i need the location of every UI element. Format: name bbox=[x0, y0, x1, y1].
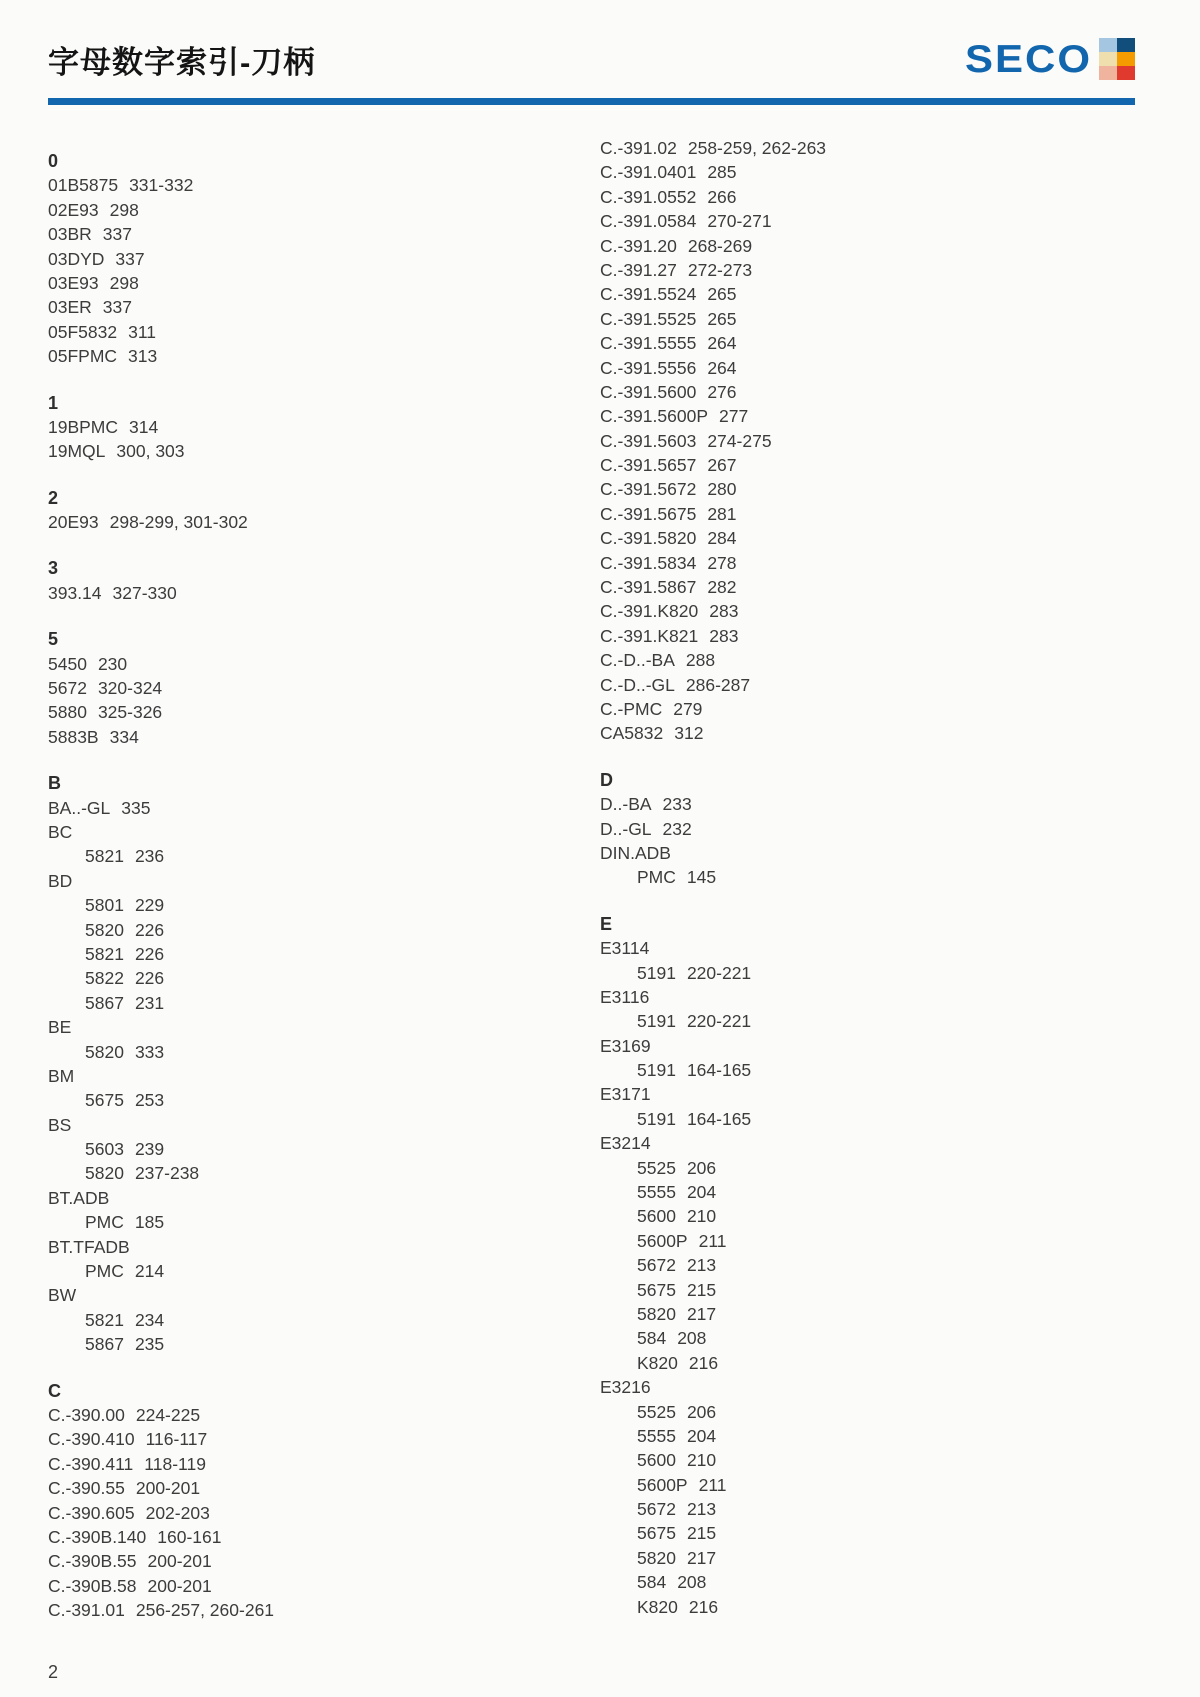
index-entry-label: 05FPMC bbox=[48, 346, 118, 367]
index-entry-label: 5555 bbox=[637, 1182, 676, 1203]
index-entry-row bbox=[48, 222, 496, 246]
index-entry-label: 5675 bbox=[637, 1279, 676, 1300]
index-entry-label: 5883B bbox=[48, 726, 99, 747]
index-entry-page: 231 bbox=[134, 992, 165, 1013]
index-entry-page: 216 bbox=[688, 1352, 719, 1373]
index-entry-row bbox=[48, 198, 496, 222]
index-entry-row bbox=[600, 599, 1013, 623]
index-entry-label: PMC bbox=[637, 867, 676, 888]
seco-logo-grid-icon bbox=[1099, 38, 1135, 80]
index-entry-label: E3169 bbox=[600, 1035, 651, 1056]
index-entry-row bbox=[48, 510, 496, 534]
index-entry-page: 333 bbox=[134, 1041, 165, 1062]
index-entry-row bbox=[48, 652, 496, 676]
page-header bbox=[0, 0, 1200, 88]
index-entry-page: 236 bbox=[134, 846, 165, 867]
index-entry-page: 210 bbox=[686, 1450, 717, 1471]
index-entry-row bbox=[600, 307, 1013, 331]
index-entry-row bbox=[600, 817, 1013, 841]
logo-grid-cell bbox=[1117, 66, 1135, 80]
index-entry-label: C.-391.5867 bbox=[600, 577, 697, 598]
index-entry-label: E3114 bbox=[600, 938, 650, 959]
index-entry-label: 01B5875 bbox=[48, 175, 119, 196]
index-entry-page: 337 bbox=[102, 224, 132, 245]
index-entry-page: 325-326 bbox=[97, 702, 163, 723]
index-entry-label: C.-390.411 bbox=[48, 1453, 134, 1474]
index-entry-label: 5603 bbox=[85, 1139, 124, 1160]
index-entry-label: C.-390.00 bbox=[48, 1404, 125, 1425]
index-entry-page: 314 bbox=[129, 416, 159, 437]
section-letter: 5 bbox=[48, 629, 59, 650]
index-column-right bbox=[600, 136, 1013, 1622]
index-entry-label: C.-391.5657 bbox=[600, 455, 697, 476]
index-entry-row bbox=[600, 575, 1013, 599]
index-entry-row bbox=[600, 282, 1013, 306]
index-entry-label: 5821 bbox=[85, 1309, 124, 1330]
index-entry-page: 334 bbox=[109, 726, 139, 747]
index-entry-label: D..-GL bbox=[600, 818, 652, 839]
index-entry-row bbox=[600, 380, 1013, 404]
index-entry-page: 300, 303 bbox=[116, 441, 185, 462]
index-entry-label: 5822 bbox=[85, 968, 124, 989]
index-entry-row bbox=[600, 331, 1013, 355]
index-entry-page: 204 bbox=[686, 1182, 717, 1203]
index-entry-label: BM bbox=[48, 1065, 75, 1086]
index-entry-page: 215 bbox=[686, 1523, 717, 1544]
index-entry-page: 298 bbox=[109, 199, 139, 220]
index-entry-page: 282 bbox=[707, 577, 737, 598]
index-entry-label: 5600P bbox=[637, 1230, 688, 1251]
index-entry-label: 5675 bbox=[85, 1090, 124, 1111]
index-entry-label: 03ER bbox=[48, 297, 92, 318]
index-entry-page: 276 bbox=[707, 381, 737, 402]
index-entry-label: 5867 bbox=[85, 992, 124, 1013]
index-entry-label: D..-BA bbox=[600, 794, 652, 815]
index-entry-page: 200-201 bbox=[135, 1478, 201, 1499]
index-entry-label: C.-391.K821 bbox=[600, 625, 699, 646]
index-entry-page: 286-287 bbox=[685, 674, 751, 695]
index-entry-label: PMC bbox=[85, 1261, 124, 1282]
index-entry-row bbox=[600, 526, 1013, 550]
index-entry-label: DIN.ADB bbox=[600, 842, 671, 863]
index-entry-row bbox=[600, 234, 1013, 258]
index-entry-page: 265 bbox=[707, 284, 737, 305]
index-entry-row bbox=[600, 160, 1013, 184]
index-entry-label: C.-391.5675 bbox=[600, 503, 697, 524]
index-entry-label: 03E93 bbox=[48, 272, 99, 293]
index-entry-label: 5191 bbox=[637, 1060, 676, 1081]
index-entry-label: C.-390B.55 bbox=[48, 1551, 137, 1572]
index-entry-page: 200-201 bbox=[147, 1551, 212, 1572]
index-entry-page: 208 bbox=[677, 1572, 707, 1593]
index-entry-page: 233 bbox=[662, 794, 692, 815]
index-entry-label: BW bbox=[48, 1285, 77, 1306]
section-letter: E bbox=[600, 913, 613, 934]
index-entry-row bbox=[48, 676, 496, 700]
index-entry-label: 5525 bbox=[637, 1157, 676, 1178]
index-entry-page: 235 bbox=[134, 1334, 165, 1355]
index-entry-label: C.-391.0584 bbox=[600, 211, 697, 232]
page-footer bbox=[48, 1662, 58, 1683]
index-entry-label: 5191 bbox=[637, 962, 676, 983]
index-entry-page: 335 bbox=[121, 797, 151, 818]
index-entry-label: C.-391.01 bbox=[48, 1600, 125, 1621]
index-entry-label: BS bbox=[48, 1114, 72, 1135]
index-entry-label: C.-391.K820 bbox=[600, 601, 699, 622]
index-entry-label: 5672 bbox=[48, 678, 87, 699]
index-entry-label: C.-391.5556 bbox=[600, 357, 697, 378]
index-entry-label: C.-390B.140 bbox=[48, 1526, 147, 1547]
index-entry-label: C.-390.55 bbox=[48, 1478, 125, 1499]
index-entry-label: 5600 bbox=[637, 1206, 676, 1227]
index-entry-page: 213 bbox=[686, 1255, 717, 1276]
index-entry-label: 5450 bbox=[48, 653, 87, 674]
index-entry-label: C.-391.20 bbox=[600, 235, 677, 256]
index-entry-label: K820 bbox=[637, 1352, 678, 1373]
index-entry-row bbox=[600, 551, 1013, 575]
index-entry-label: PMC bbox=[85, 1212, 124, 1233]
index-entry-page: 215 bbox=[686, 1279, 717, 1300]
index-entry-page: 284 bbox=[707, 528, 737, 549]
index-entry-page: 164-165 bbox=[686, 1060, 752, 1081]
index-entry-page: 265 bbox=[707, 308, 737, 329]
index-entry-row bbox=[48, 173, 496, 197]
index-entry-page: 226 bbox=[134, 943, 165, 964]
index-entry-row bbox=[600, 136, 1013, 160]
index-entry-page: 226 bbox=[134, 919, 165, 940]
index-entry-label: 5191 bbox=[637, 1011, 676, 1032]
index-entry-label: 5675 bbox=[637, 1523, 676, 1544]
index-entry-page: 202-203 bbox=[145, 1502, 210, 1523]
index-entry-page: 213 bbox=[686, 1499, 717, 1520]
page-number: 2 bbox=[48, 1662, 59, 1682]
index-entry-label: BT.ADB bbox=[48, 1187, 110, 1208]
index-entry-page: 320-324 bbox=[97, 678, 163, 699]
index-entry-page: 211 bbox=[698, 1474, 727, 1495]
index-entry-row bbox=[600, 404, 1013, 428]
index-entry-label: 5880 bbox=[48, 702, 87, 723]
logo-grid-cell bbox=[1117, 52, 1135, 66]
index-entry-label: C.-391.5600P bbox=[600, 406, 708, 427]
index-entry-label: C.-391.5820 bbox=[600, 528, 697, 549]
logo-grid-cell bbox=[1099, 52, 1117, 66]
index-section bbox=[48, 149, 496, 369]
index-entry-row bbox=[48, 725, 496, 749]
index-entry-label: C.-391.02 bbox=[600, 138, 677, 158]
index-entry-label: C.-390B.58 bbox=[48, 1575, 137, 1596]
index-entry-row bbox=[600, 624, 1013, 648]
index-entry-label: C.-PMC bbox=[600, 698, 663, 719]
logo-grid-cell bbox=[1117, 38, 1135, 52]
index-entry-page: 298 bbox=[109, 272, 139, 293]
index-entry-label: 5820 bbox=[637, 1303, 676, 1324]
index-entry-page: 211 bbox=[698, 1230, 727, 1251]
index-entry-page: 214 bbox=[134, 1261, 165, 1282]
index-entry-page: 267 bbox=[707, 455, 737, 476]
index-entry-page: 258-259, 262-263 bbox=[687, 138, 827, 158]
logo-grid-cell bbox=[1099, 66, 1117, 80]
section-letter: D bbox=[600, 769, 613, 790]
index-entry-page: 118-119 bbox=[144, 1453, 206, 1474]
index-entry-label: BC bbox=[48, 821, 73, 842]
index-entry-label: 5821 bbox=[85, 846, 124, 867]
index-entry-label: 5820 bbox=[85, 1163, 124, 1184]
index-entry-label: 393.14 bbox=[48, 582, 102, 603]
index-entry-row bbox=[48, 295, 496, 319]
index-entry-row bbox=[600, 477, 1013, 501]
index-entry-row bbox=[48, 247, 496, 271]
section-letter: 0 bbox=[48, 151, 59, 171]
index-entry-label: C.-391.27 bbox=[600, 259, 677, 280]
index-entry-row bbox=[48, 700, 496, 724]
index-entry-label: 5820 bbox=[637, 1547, 676, 1568]
index-entry-label: 03DYD bbox=[48, 248, 105, 269]
index-entry-label: 5672 bbox=[637, 1255, 676, 1276]
index-column-left bbox=[48, 149, 496, 1622]
index-entry-row bbox=[600, 721, 1013, 745]
index-entry-page: 116-117 bbox=[145, 1429, 208, 1450]
index-entry-row bbox=[600, 453, 1013, 477]
index-entry-page: 229 bbox=[134, 895, 165, 916]
index-entry-label: C.-391.5555 bbox=[600, 333, 697, 354]
index-entry-label: 5801 bbox=[85, 895, 124, 916]
index-entry-page: 185 bbox=[134, 1212, 165, 1233]
index-entry-page: 266 bbox=[707, 186, 737, 207]
index-entry-row bbox=[600, 648, 1013, 672]
index-entry-label: 5555 bbox=[637, 1425, 676, 1446]
index-entry-label: 584 bbox=[637, 1572, 667, 1593]
index-entry-page: 311 bbox=[128, 321, 156, 342]
seco-logo bbox=[965, 38, 1135, 80]
index-entry-label: 5820 bbox=[85, 919, 124, 940]
index-entry-page: 313 bbox=[128, 346, 158, 367]
index-entry-page: 226 bbox=[134, 968, 165, 989]
index-entry-label: 05F5832 bbox=[48, 321, 118, 342]
index-entry-label: 5600P bbox=[637, 1474, 688, 1495]
page-title: 字母数字索引-刀柄 bbox=[48, 44, 316, 80]
index-entry-page: 327-330 bbox=[112, 582, 177, 603]
section-letter: 3 bbox=[48, 558, 59, 579]
index-entry-row bbox=[600, 502, 1013, 526]
index-entry-page: 210 bbox=[686, 1206, 717, 1227]
index-entry-label: C.-391.5834 bbox=[600, 552, 697, 573]
index-entry-page: 208 bbox=[677, 1328, 707, 1349]
index-entry-row bbox=[600, 356, 1013, 380]
index-entry-page: 217 bbox=[686, 1547, 717, 1568]
index-entry-page: 283 bbox=[709, 625, 739, 646]
index-entry-page: 224-225 bbox=[135, 1404, 201, 1425]
section-letter: B bbox=[48, 773, 61, 794]
index-entry-label: C.-390.605 bbox=[48, 1502, 135, 1523]
index-entry-page: 253 bbox=[134, 1090, 165, 1111]
index-entry-label: BD bbox=[48, 870, 73, 891]
index-entry-page: 220-221 bbox=[686, 962, 752, 983]
section-letter: 2 bbox=[48, 487, 59, 508]
index-entry-page: 234 bbox=[134, 1309, 165, 1330]
index-entry-page: 298-299, 301-302 bbox=[109, 512, 248, 533]
index-entry-label: C.-391.5672 bbox=[600, 479, 697, 500]
index-entry-label: BE bbox=[48, 1017, 72, 1038]
index-entry-page: 216 bbox=[688, 1596, 719, 1617]
index-entry-page: 331-332 bbox=[129, 175, 194, 196]
index-entry-row bbox=[48, 271, 496, 295]
index-entry-label: E3171 bbox=[600, 1084, 651, 1105]
index-entry-row bbox=[600, 429, 1013, 453]
index-entry-page: 270-271 bbox=[707, 211, 772, 232]
logo-grid-cell bbox=[1099, 38, 1117, 52]
index-entry-label: C.-391.5524 bbox=[600, 284, 697, 305]
index-entry-page: 264 bbox=[707, 333, 737, 354]
index-entry-page: 277 bbox=[719, 406, 749, 427]
index-entry-page: 268-269 bbox=[687, 235, 753, 256]
index-entry-page: 278 bbox=[707, 552, 737, 573]
index-entry-label: C.-391.5600 bbox=[600, 381, 697, 402]
index-entry-label: C.-390.410 bbox=[48, 1429, 135, 1450]
index-entry-label: 5820 bbox=[85, 1041, 124, 1062]
index-entry-label: 5867 bbox=[85, 1334, 124, 1355]
index-entry-label: 19BPMC bbox=[48, 416, 119, 437]
index-entry-page: 283 bbox=[709, 601, 739, 622]
index-entry-label: 02E93 bbox=[48, 199, 99, 220]
index-entry-page: 337 bbox=[102, 297, 132, 318]
index-entry-label: E3216 bbox=[600, 1377, 651, 1398]
index-entry-row bbox=[600, 185, 1013, 209]
index-entry-page: 285 bbox=[707, 162, 737, 183]
index-entry-label: C.-D..-BA bbox=[600, 650, 675, 671]
index-entry-page: 145 bbox=[686, 867, 717, 888]
index-entry-label: K820 bbox=[637, 1596, 678, 1617]
index-entry-label: E3214 bbox=[600, 1133, 651, 1154]
index-entry-label: C.-391.0401 bbox=[600, 162, 697, 183]
index-entry-page: 200-201 bbox=[147, 1575, 212, 1596]
index-entry-label: C.-391.0552 bbox=[600, 186, 697, 207]
index-entry-page: 337 bbox=[115, 248, 145, 269]
index-entry-page: 239 bbox=[134, 1139, 165, 1160]
index-entry-label: BT.TFADB bbox=[48, 1236, 130, 1257]
index-entry-label: C.-D..-GL bbox=[600, 674, 675, 695]
header-divider bbox=[48, 98, 1135, 105]
index-columns bbox=[0, 105, 1200, 1622]
index-entry-row bbox=[600, 258, 1013, 282]
index-entry-row bbox=[600, 697, 1013, 721]
index-entry-page: 272-273 bbox=[687, 259, 753, 280]
index-entry-page: 206 bbox=[686, 1401, 717, 1422]
index-entry-page: 217 bbox=[686, 1303, 717, 1324]
index-entry-page: 220-221 bbox=[686, 1011, 752, 1032]
index-entry-row bbox=[600, 673, 1013, 697]
index-entry-label: E3116 bbox=[600, 986, 650, 1007]
index-entry-page: 288 bbox=[685, 650, 716, 671]
index-entry-page: 264 bbox=[707, 357, 737, 378]
index-entry-page: 230 bbox=[97, 653, 128, 674]
index-entry-label: 5525 bbox=[637, 1401, 676, 1422]
section-letter: C bbox=[48, 1380, 61, 1401]
index-entry-label: 19MQL bbox=[48, 441, 106, 462]
index-entry-page: 256-257, 260-261 bbox=[135, 1600, 275, 1621]
index-entry-row bbox=[600, 792, 1013, 816]
index-entry-page: 274-275 bbox=[707, 430, 772, 451]
index-entry-page: 160-161 bbox=[157, 1526, 222, 1547]
index-entry-label: CA5832 bbox=[600, 723, 664, 744]
index-entry-page: 279 bbox=[673, 698, 703, 719]
index-entry-row bbox=[48, 581, 496, 605]
index-entry-page: 232 bbox=[662, 818, 692, 839]
index-entry-label: C.-391.5603 bbox=[600, 430, 697, 451]
index-entry-label: 5600 bbox=[637, 1450, 676, 1471]
section-letter: 1 bbox=[48, 392, 59, 413]
index-entry-page: 237-238 bbox=[134, 1163, 200, 1184]
index-entry-page: 280 bbox=[707, 479, 737, 500]
index-entry-label: 03BR bbox=[48, 224, 92, 245]
index-entry-page: 281 bbox=[707, 503, 737, 524]
index-entry-label: 584 bbox=[637, 1328, 667, 1349]
index-entry-page: 312 bbox=[674, 723, 704, 744]
index-entry-page: 204 bbox=[686, 1425, 717, 1446]
index-entry-label: 20E93 bbox=[48, 512, 99, 533]
index-entry-page: 206 bbox=[686, 1157, 717, 1178]
index-entry-label: 5821 bbox=[85, 943, 124, 964]
index-entry-label: C.-391.5525 bbox=[600, 308, 697, 329]
seco-logo-text: SECO bbox=[964, 36, 1092, 81]
index-entry-label: 5672 bbox=[637, 1499, 676, 1520]
index-entry-page: 164-165 bbox=[686, 1108, 752, 1129]
index-section bbox=[600, 136, 1013, 746]
index-entry-label: BA..-GL bbox=[48, 797, 111, 818]
index-entry-row bbox=[600, 209, 1013, 233]
index-entry-label: 5191 bbox=[637, 1108, 676, 1129]
